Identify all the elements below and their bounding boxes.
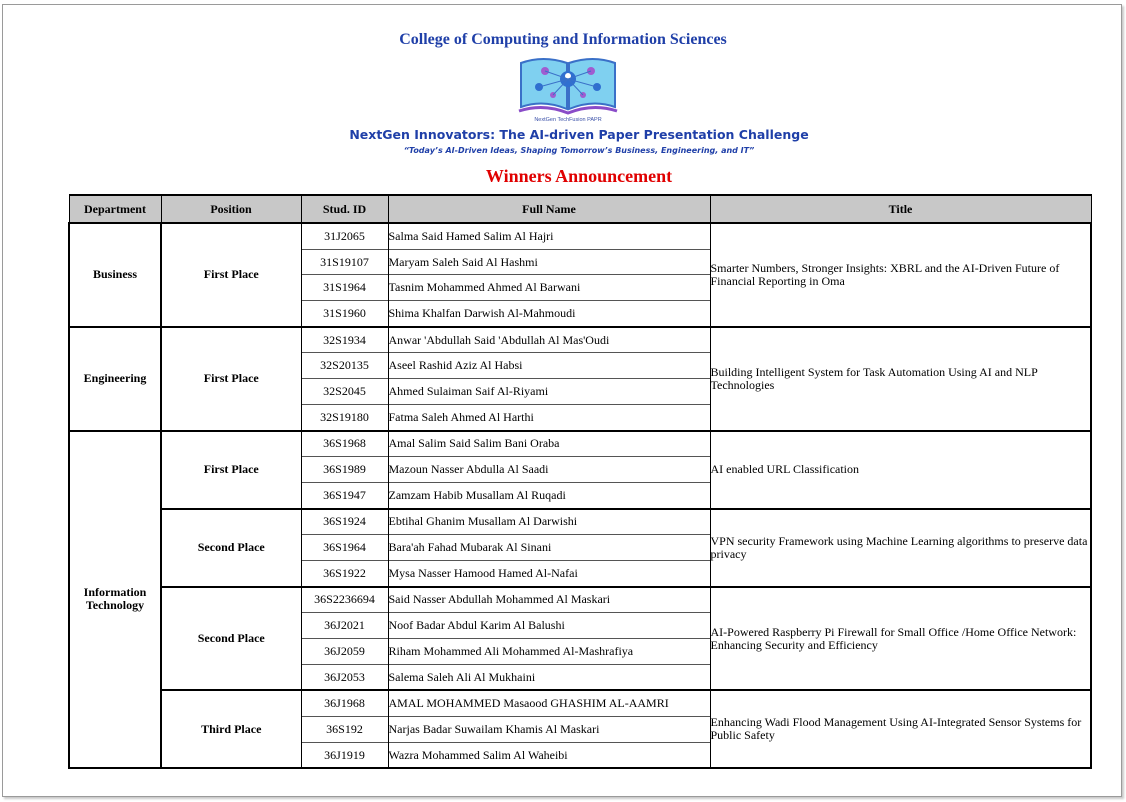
paper-title: VPN security Framework using Machine Learning algorithms to preserve data privacy [710,509,1091,587]
table-row [69,223,1091,249]
event-title: NextGen Innovators: The AI-driven Paper Presentation Challenge [349,127,809,142]
student-id: 32S1934 [301,327,388,353]
event-logo [515,55,621,125]
position-cell: First Place [161,223,301,327]
paper-title: AI-Powered Raspberry Pi Firewall for Small Office /Home Office Network: Enhancing Security and Efficiency [710,587,1091,691]
student-id: 36S1968 [301,431,388,457]
student-id: 36S1922 [301,560,388,586]
student-name: Riham Mohammed Ali Mohammed Al-Mashrafiya [388,639,710,665]
student-name: Mysa Nasser Hamood Hamed Al-Nafai [388,560,710,586]
student-name: Ahmed Sulaiman Saif Al-Riyami [388,379,710,405]
student-id: 32S20135 [301,353,388,379]
student-id: 32S2045 [301,379,388,405]
student-id: 36S2236694 [301,587,388,613]
student-id: 31S19107 [301,249,388,275]
winners-table [68,194,1092,769]
student-name: Maryam Saleh Said Al Hashmi [388,249,710,275]
student-name: Amal Salim Said Salim Bani Oraba [388,431,710,457]
announcement-title: Winners Announcement [485,166,673,186]
table-row [69,431,1091,457]
student-id: 36S1924 [301,509,388,535]
student-name: Salema Saleh Ali Al Mukhaini [388,664,710,690]
student-name: Wazra Mohammed Salim Al Waheibi [388,742,710,768]
student-name: Mazoun Nasser Abdulla Al Saadi [388,457,710,483]
student-name: Fatma Saleh Ahmed Al Harthi [388,404,710,430]
column-header-department: Department [69,195,161,223]
table-row [69,327,1091,353]
position-cell: First Place [161,431,301,509]
college-title: College of Computing and Information Sciences [399,31,727,48]
student-id: 36J1919 [301,742,388,768]
student-name: Said Nasser Abdullah Mohammed Al Maskari [388,587,710,613]
table-row [69,509,1091,535]
student-id: 31S1960 [301,301,388,327]
student-id: 36S192 [301,717,388,743]
position-cell: Second Place [161,509,301,587]
table-row [69,690,1091,716]
position-cell: First Place [161,327,301,431]
logo-caption: NextGen TechFusion PAPR [534,117,602,123]
student-name: Zamzam Habib Musallam Al Ruqadi [388,482,710,508]
paper-title: Enhancing Wadi Flood Management Using AI-Integrated Sensor Systems for Public Safety [710,690,1091,768]
student-name: Bara'ah Fahad Mubarak Al Sinani [388,535,710,561]
column-header-position: Position [161,195,301,223]
student-id: 32S19180 [301,404,388,430]
column-header-stud-id: Stud. ID [301,195,388,223]
student-id: 36S1989 [301,457,388,483]
table-row [69,587,1091,613]
department-cell: Business [69,223,161,327]
student-id: 36S1947 [301,482,388,508]
column-header-title: Title [710,195,1091,223]
student-id: 36J1968 [301,690,388,716]
event-tagline: “Today’s AI-Driven Ideas, Shaping Tomorrow’s Business, Engineering, and IT” [403,146,755,155]
student-id: 36J2021 [301,613,388,639]
paper-title: AI enabled URL Classification [710,431,1091,509]
student-name: AMAL MOHAMMED Masaood GHASHIM AL-AAMRI [388,690,710,716]
column-header-full-name: Full Name [388,195,710,223]
student-name: Tasnim Mohammed Ahmed Al Barwani [388,275,710,301]
student-name: Narjas Badar Suwailam Khamis Al Maskari [388,717,710,743]
table-header-row [69,195,1091,223]
student-name: Aseel Rashid Aziz Al Habsi [388,353,710,379]
student-name: Salma Said Hamed Salim Al Hajri [388,223,710,249]
student-id: 36J2059 [301,639,388,665]
department-cell: Information Technology [69,431,161,769]
student-name: Noof Badar Abdul Karim Al Balushi [388,613,710,639]
position-cell: Second Place [161,587,301,691]
student-name: Shima Khalfan Darwish Al-Mahmoudi [388,301,710,327]
student-id: 36S1964 [301,535,388,561]
student-name: Anwar 'Abdullah Said 'Abdullah Al Mas'Oudi [388,327,710,353]
student-id: 31J2065 [301,223,388,249]
department-cell: Engineering [69,327,161,431]
paper-title: Building Intelligent System for Task Automation Using AI and NLP Technologies [710,327,1091,431]
student-name: Ebtihal Ghanim Musallam Al Darwishi [388,509,710,535]
student-id: 31S1964 [301,275,388,301]
paper-title: Smarter Numbers, Stronger Insights: XBRL and the AI-Driven Future of Financial Reporting in Oma [710,223,1091,327]
student-id: 36J2053 [301,664,388,690]
position-cell: Third Place [161,690,301,768]
